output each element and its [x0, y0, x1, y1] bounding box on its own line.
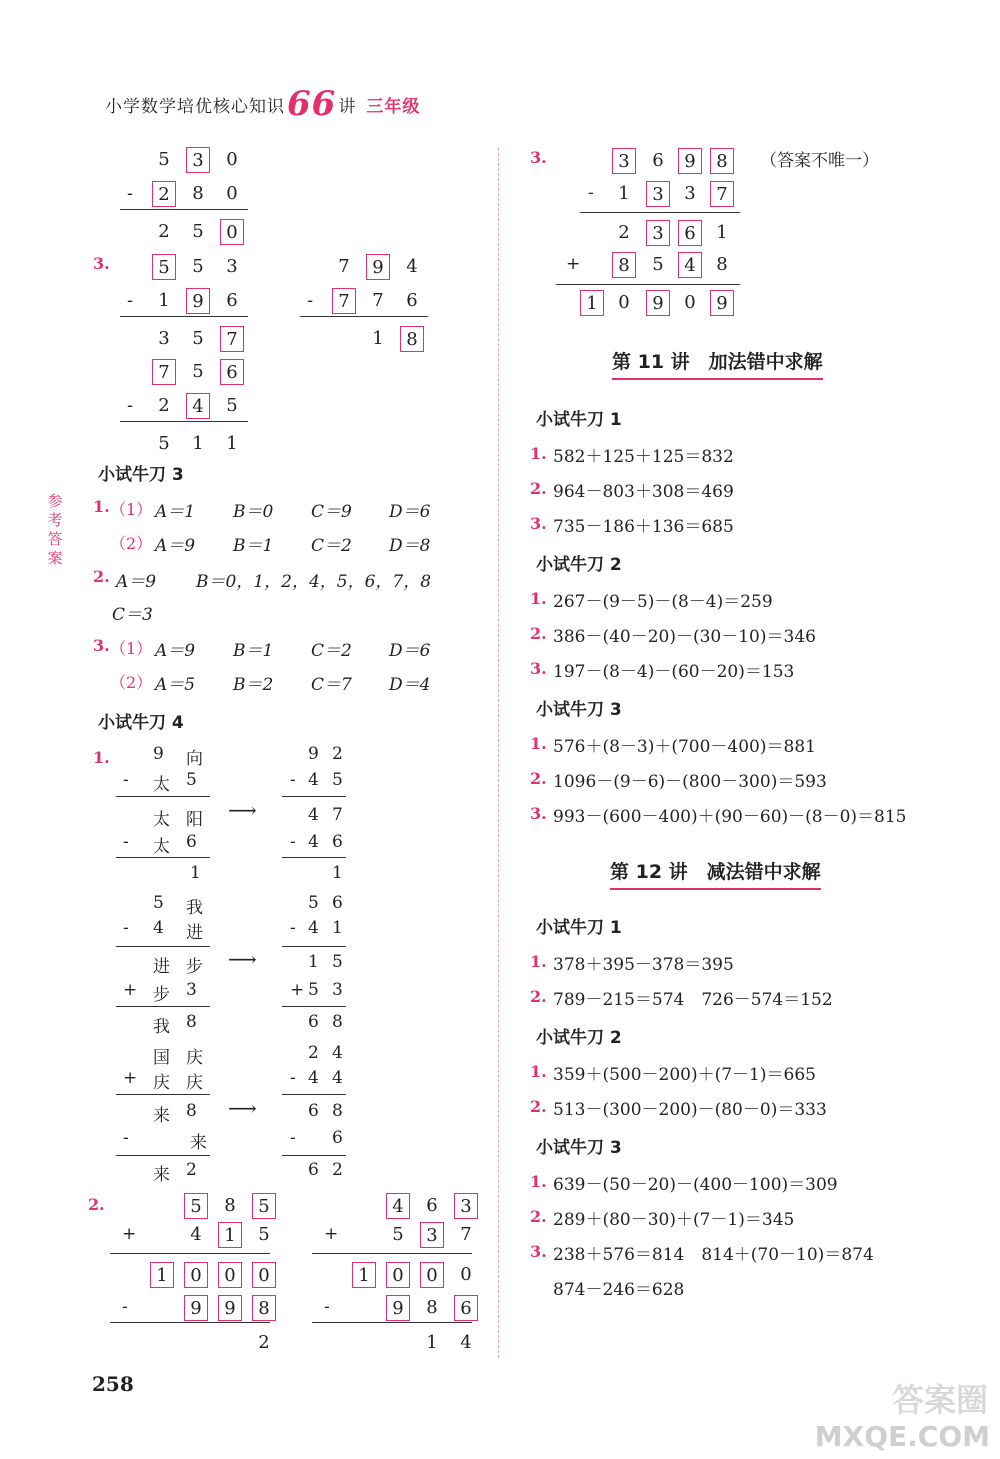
- sub-number: （1）: [110, 500, 153, 519]
- section-title: 小试牛刀 3: [536, 1138, 622, 1158]
- operator: -: [126, 290, 134, 311]
- puzzle-char: 1: [190, 863, 201, 883]
- digit: 8: [224, 1195, 236, 1216]
- book-header: [105, 84, 420, 124]
- operator: -: [588, 183, 594, 203]
- digit: 3: [226, 256, 238, 277]
- question-number: 2.: [530, 1097, 547, 1116]
- watermark-url: MXQE.COM: [814, 1420, 990, 1453]
- answer-value: B＝0: [233, 502, 274, 522]
- answer-equation: 197－(8－4)－(60－20)＝153: [553, 662, 795, 682]
- section-title: 小试牛刀 3: [536, 700, 622, 720]
- rule-line: [116, 1006, 210, 1007]
- solved-digit: 6: [332, 893, 343, 913]
- puzzle-char: 3: [186, 980, 197, 1000]
- puzzle-char: 阳: [186, 810, 203, 830]
- digit-box: 4: [386, 1193, 410, 1219]
- digit-box: 9: [218, 1295, 242, 1321]
- digit: 5: [226, 395, 238, 416]
- operator: +: [324, 1224, 339, 1244]
- question-number: 2.: [530, 987, 547, 1006]
- operator: -: [123, 1128, 129, 1148]
- solved-digit: 9: [308, 744, 319, 764]
- solved-digit: 4: [332, 1043, 343, 1063]
- digit-box: 9: [646, 290, 670, 316]
- solved-digit: 4: [308, 918, 319, 938]
- digit-box: 3: [454, 1193, 478, 1219]
- rule-line: [282, 857, 346, 858]
- operator: -: [290, 1068, 296, 1088]
- digit-box: 0: [252, 1262, 276, 1288]
- digit: 1: [192, 433, 204, 454]
- digit: 4: [406, 256, 418, 277]
- solved-digit: 4: [308, 832, 319, 852]
- rule-line: [312, 1253, 472, 1254]
- puzzle-char: 进: [186, 923, 203, 943]
- digit-box: 3: [646, 220, 670, 246]
- question-number: 1.: [530, 952, 547, 971]
- digit-box: 5: [152, 254, 176, 280]
- solved-digit: 6: [332, 832, 343, 852]
- solved-digit: 5: [332, 770, 343, 790]
- solved-digit: 2: [308, 1043, 319, 1063]
- rule-line: [116, 1094, 210, 1095]
- digit: 6: [406, 290, 418, 311]
- rule-line: [282, 796, 346, 797]
- answer-equation: 735－186＋136＝685: [553, 517, 734, 537]
- answer-value: A＝9: [116, 572, 157, 592]
- answer-value: B＝0，1，2，4，5，6，7，8: [196, 572, 432, 592]
- digit-box: 8: [400, 326, 424, 352]
- digit-box: 5: [184, 1193, 208, 1219]
- question-number: 2.: [530, 479, 547, 498]
- rule-line: [116, 946, 210, 947]
- question-number: 3.: [530, 514, 547, 533]
- question-number: 3.: [530, 804, 547, 823]
- solved-digit: 3: [332, 980, 343, 1000]
- digit-box: 0: [220, 219, 244, 245]
- digit: 4: [190, 1224, 202, 1245]
- digit: 5: [192, 328, 204, 349]
- operator: +: [123, 980, 138, 1000]
- answer-value: A＝1: [155, 502, 196, 522]
- digit-box: 3: [186, 147, 210, 173]
- digit-box: 1: [580, 290, 604, 316]
- digit-box: 3: [646, 181, 670, 207]
- puzzle-char: 6: [186, 832, 197, 852]
- grade-label: 三年级: [366, 97, 421, 117]
- rule-line: [312, 1322, 472, 1323]
- operator: -: [290, 1128, 296, 1148]
- digit: 7: [338, 256, 350, 277]
- digit-box: 1: [352, 1262, 376, 1288]
- solved-digit: 6: [308, 1101, 319, 1121]
- note-text: （答案不唯一）: [760, 151, 879, 171]
- arrow-right-icon: ⟶: [228, 798, 257, 822]
- answer-value: C＝2: [311, 641, 352, 661]
- puzzle-char: 庆: [186, 1073, 203, 1093]
- arrow-right-icon: ⟶: [228, 1096, 257, 1120]
- question-number: 1.: [93, 497, 110, 516]
- answer-value: D＝4: [389, 675, 431, 695]
- operator: -: [126, 395, 134, 416]
- solved-digit: 1: [332, 863, 343, 883]
- answer-equation: 874－246＝628: [553, 1280, 685, 1300]
- solved-digit: 1: [332, 918, 343, 938]
- question-number: 3.: [93, 254, 110, 273]
- solved-digit: 6: [308, 1160, 319, 1180]
- digit-box: 0: [386, 1262, 410, 1288]
- answer-value: D＝8: [389, 536, 431, 556]
- answer-equation: 1096－(9－6)－(800－300)＝593: [553, 772, 827, 792]
- digit: 2: [158, 395, 170, 416]
- digit: 8: [426, 1297, 438, 1318]
- watermark-logo: 答案圈: [891, 1381, 988, 1419]
- answer-value: C＝2: [311, 536, 352, 556]
- digit: 5: [392, 1224, 404, 1245]
- digit-box: 1: [218, 1222, 242, 1248]
- answer-value: A＝9: [155, 536, 196, 556]
- answer-value: B＝2: [233, 675, 274, 695]
- question-number: 3.: [530, 659, 547, 678]
- answer-value: C＝3: [112, 605, 153, 625]
- puzzle-char: 太: [153, 837, 170, 857]
- operator: -: [123, 918, 129, 938]
- digit: 1: [618, 183, 630, 204]
- solved-digit: 7: [332, 805, 343, 825]
- operator: -: [324, 1297, 330, 1317]
- digit: 3: [158, 328, 170, 349]
- sub-number: （1）: [110, 639, 153, 658]
- digit-box: 0: [184, 1262, 208, 1288]
- digit-box: 0: [420, 1262, 444, 1288]
- operator: -: [123, 770, 129, 790]
- operator: -: [290, 770, 296, 790]
- operator: -: [122, 1297, 128, 1317]
- puzzle-char: 国: [153, 1048, 170, 1068]
- question-number: 2.: [530, 1207, 547, 1226]
- digit: 0: [460, 1264, 472, 1285]
- answer-equation: 267－(9－5)－(8－4)＝259: [553, 592, 773, 612]
- answer-equation: 993－(600－400)＋(90－60)－(8－0)＝815: [553, 807, 907, 827]
- digit-box: 9: [710, 290, 734, 316]
- question-number: 1.: [530, 444, 547, 463]
- digit-box: 9: [184, 1295, 208, 1321]
- answer-value: C＝9: [311, 502, 352, 522]
- question-number: 1.: [530, 1172, 547, 1191]
- digit: 6: [226, 290, 238, 311]
- rule-line: [282, 946, 346, 947]
- digit: 2: [618, 222, 630, 243]
- digit: 0: [226, 149, 238, 170]
- question-number: 2.: [93, 567, 110, 586]
- digit-box: 9: [386, 1295, 410, 1321]
- digit: 8: [192, 183, 204, 204]
- rule-line: [116, 857, 210, 858]
- puzzle-char: 我: [153, 1017, 170, 1037]
- digit-box: 2: [152, 181, 176, 207]
- digit: 6: [426, 1195, 438, 1216]
- rule-line: [556, 284, 740, 285]
- answer-equation: 238＋576＝814 814＋(70－10)＝874: [553, 1245, 874, 1265]
- lecture-12-title: 第 12 讲 减法错中求解: [610, 857, 821, 890]
- puzzle-char: 庆: [153, 1073, 170, 1093]
- digit-box: 5: [252, 1193, 276, 1219]
- solved-digit: 2: [332, 1160, 343, 1180]
- puzzle-char: 步: [153, 985, 170, 1005]
- rule-line: [116, 796, 210, 797]
- puzzle-char: 太: [153, 810, 170, 830]
- answer-equation: 964－803＋308＝469: [553, 482, 734, 502]
- answer-equation: 513－(300－200)－(80－0)＝333: [553, 1100, 827, 1120]
- section-title: 小试牛刀 4: [98, 713, 184, 733]
- solved-digit: 4: [308, 1068, 319, 1088]
- question-number: 3.: [93, 636, 110, 655]
- operator: -: [290, 832, 296, 852]
- question-number: 1.: [530, 734, 547, 753]
- answer-value: D＝6: [389, 502, 431, 522]
- book-title-suffix: 讲: [338, 97, 357, 117]
- digit: 0: [226, 183, 238, 204]
- digit: 0: [684, 292, 696, 313]
- digit: 1: [158, 290, 170, 311]
- question-number: 3.: [530, 148, 547, 167]
- page-number: 258: [92, 1372, 134, 1396]
- digit-box: 7: [152, 359, 176, 385]
- section-title: 小试牛刀 1: [536, 410, 622, 430]
- answer-value: A＝5: [155, 675, 196, 695]
- digit-box: 0: [218, 1262, 242, 1288]
- puzzle-char: 8: [186, 1012, 197, 1032]
- puzzle-char: 步: [186, 957, 203, 977]
- answer-equation: 576＋(8－3)＋(700－400)＝881: [553, 737, 816, 757]
- operator: -: [123, 832, 129, 852]
- rule-line: [110, 1253, 270, 1254]
- solved-digit: 5: [308, 893, 319, 913]
- digit: 1: [426, 1332, 438, 1353]
- answer-value: A＝9: [155, 641, 196, 661]
- digit: 1: [226, 433, 238, 454]
- column-divider: [498, 148, 499, 1358]
- sub-number: （2）: [110, 673, 153, 692]
- sub-number: （2）: [110, 534, 153, 553]
- puzzle-char: 进: [153, 957, 170, 977]
- answer-equation: 359＋(500－200)＋(7－1)＝665: [553, 1065, 816, 1085]
- operator: -: [290, 918, 296, 938]
- answer-equation: 582＋125＋125＝832: [553, 447, 734, 467]
- digit-box: 3: [420, 1222, 444, 1248]
- solved-digit: 5: [332, 952, 343, 972]
- puzzle-char: 5: [186, 770, 197, 790]
- digit-box: 9: [366, 254, 390, 280]
- digit: 1: [716, 222, 728, 243]
- digit: 2: [258, 1332, 270, 1353]
- question-number: 1.: [530, 589, 547, 608]
- section-title: 小试牛刀 2: [536, 1028, 622, 1048]
- answer-value: B＝1: [233, 641, 274, 661]
- book-title: 小学数学培优核心知识: [105, 97, 285, 117]
- operator: +: [122, 1224, 137, 1244]
- digit-box: 8: [252, 1295, 276, 1321]
- solved-digit: 4: [332, 1068, 343, 1088]
- solved-digit: 8: [332, 1101, 343, 1121]
- puzzle-char: 来: [153, 1165, 170, 1185]
- digit-box: 8: [612, 252, 636, 278]
- digit: 4: [460, 1332, 472, 1353]
- rule-line: [282, 1006, 346, 1007]
- question-number: 2.: [88, 1195, 105, 1214]
- digit: 7: [460, 1224, 472, 1245]
- rule-line: [580, 212, 740, 213]
- puzzle-char: 我: [186, 898, 203, 918]
- digit-box: 1: [150, 1262, 174, 1288]
- answer-equation: 789－215＝574 726－574＝152: [553, 990, 833, 1010]
- digit: 5: [192, 361, 204, 382]
- digit: 2: [158, 221, 170, 242]
- digit: 5: [652, 254, 664, 275]
- puzzle-char: 庆: [186, 1048, 203, 1068]
- digit-box: 7: [332, 288, 356, 314]
- solved-digit: 1: [308, 952, 319, 972]
- digit: 5: [192, 256, 204, 277]
- digit-box: 9: [678, 148, 702, 174]
- rule-line: [282, 1094, 346, 1095]
- operator: +: [123, 1068, 138, 1088]
- answer-value: B＝1: [233, 536, 274, 556]
- question-number: 1.: [93, 748, 110, 767]
- puzzle-char: 2: [186, 1160, 197, 1180]
- solved-digit: 4: [308, 805, 319, 825]
- digit: 3: [684, 183, 696, 204]
- digit: 5: [258, 1224, 270, 1245]
- section-title: 小试牛刀 3: [98, 465, 184, 485]
- question-number: 2.: [530, 624, 547, 643]
- puzzle-char: 9: [153, 744, 164, 764]
- puzzle-char: 来: [153, 1106, 170, 1126]
- operator: +: [290, 980, 305, 1000]
- answer-equation: 378＋395－378＝395: [553, 955, 734, 975]
- book-title-number: 66: [287, 84, 337, 124]
- digit-box: 4: [678, 252, 702, 278]
- answer-equation: 386－(40－20)－(30－10)＝346: [553, 627, 816, 647]
- question-number: 2.: [530, 769, 547, 788]
- puzzle-char: 向: [186, 749, 203, 769]
- digit-box: 6: [220, 359, 244, 385]
- rule-line: [120, 209, 248, 210]
- digit: 7: [372, 290, 384, 311]
- solved-digit: 6: [332, 1128, 343, 1148]
- puzzle-char: 5: [153, 893, 164, 913]
- solved-digit: 8: [332, 1012, 343, 1032]
- digit: 5: [158, 433, 170, 454]
- digit-box: 6: [678, 220, 702, 246]
- puzzle-char: 8: [186, 1101, 197, 1121]
- section-title: 小试牛刀 2: [536, 555, 622, 575]
- rule-line: [282, 1155, 346, 1156]
- rule-line: [116, 1155, 210, 1156]
- digit-box: 7: [710, 181, 734, 207]
- answer-equation: 639－(50－20)－(400－100)＝309: [553, 1175, 838, 1195]
- digit-box: 7: [220, 326, 244, 352]
- answer-value: C＝7: [311, 675, 352, 695]
- side-label: 参考答案: [47, 492, 63, 567]
- solved-digit: 4: [308, 770, 319, 790]
- arrow-right-icon: ⟶: [228, 947, 257, 971]
- digit-box: 3: [612, 148, 636, 174]
- digit: 0: [618, 292, 630, 313]
- digit-box: 4: [186, 393, 210, 419]
- digit-box: 6: [454, 1295, 478, 1321]
- question-number: 3.: [530, 1242, 547, 1261]
- answer-equation: 289＋(80－30)＋(7－1)＝345: [553, 1210, 795, 1230]
- puzzle-char: 太: [153, 775, 170, 795]
- question-number: 1.: [530, 1062, 547, 1081]
- digit: 8: [716, 254, 728, 275]
- puzzle-char: 4: [153, 918, 164, 938]
- digit: 1: [372, 328, 384, 349]
- digit: 6: [652, 150, 664, 171]
- digit: 5: [158, 149, 170, 170]
- solved-digit: 2: [332, 744, 343, 764]
- puzzle-char: 来: [190, 1133, 207, 1153]
- solved-digit: 6: [308, 1012, 319, 1032]
- digit: 5: [192, 221, 204, 242]
- rule-line: [110, 1322, 270, 1323]
- answer-value: D＝6: [389, 641, 431, 661]
- solved-digit: 5: [308, 980, 319, 1000]
- digit-box: 8: [710, 148, 734, 174]
- section-title: 小试牛刀 1: [536, 918, 622, 938]
- operator: +: [566, 254, 581, 274]
- operator: -: [306, 290, 314, 311]
- digit-box: 9: [186, 288, 210, 314]
- minus-sign: -: [126, 183, 134, 204]
- lecture-11-title: 第 11 讲 加法错中求解: [612, 347, 823, 380]
